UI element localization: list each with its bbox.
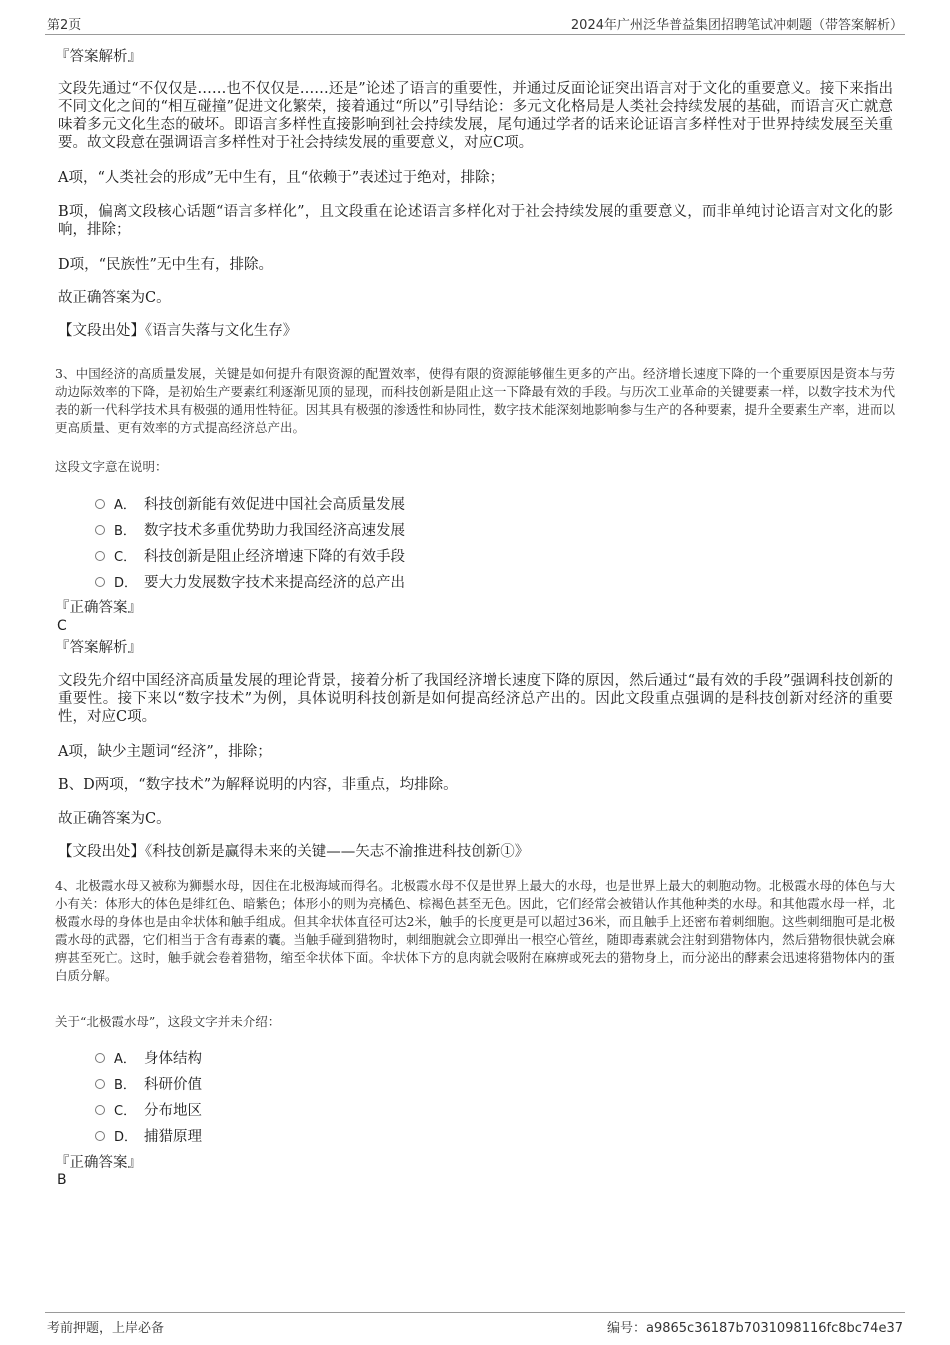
- q3-question-text: 3、中国经济的高质量发展，关键是如何提升有限资源的配置效率，使得有限的资源能够催生更多的产出。经济增长速度下降的一个重要原因是资本与劳动边际效率的下降，是初始生产要素红利逐渐见顶的显现，而科技创新是阻止这一下降最有效的手段。与历次工业革命的关键要素一样，以数字技术为代表的新一代科学技术具有极强的通用性特征。因其具有极强的渗透性和协同性，数字技术能深刻地影响参与生产的各种要素，提升全要素生产率，进而以更高质量、更有效率的方式提高经济总产出。: [55, 366, 895, 435]
- q4-answer-label: 『正确答案』: [55, 1155, 142, 1171]
- q3-analysis-label: 『答案解析』: [55, 640, 142, 656]
- q3-analysis-option-bd: B、D两项，“数字技术”为解释说明的内容，非重点，均排除。: [58, 777, 458, 793]
- q3-answer: C: [57, 618, 67, 634]
- q3-option-b[interactable]: B． 数字技术多重优势助力我国经济高速发展: [95, 519, 405, 539]
- document-title: 2024年广州泛华普益集团招聘笔试冲刺题（带答案解析）: [570, 18, 903, 33]
- q2-analysis-paragraph: 文段先通过“不仅仅是……也不仅仅是……还是”论述了语言的重要性，并通过反面论证突出语言对于文化的重要意义。接下来指出不同文化之间的“相互碰撞”促进文化繁荣，接着通过“所以”引导结论：多元文化格局是人类社会持续发展的基础，而语言灭亡就意味着多元文化生态的破坏。即语言多样性直接影响到社会持续发展，尾句通过学者的话来论证语言多样性对于世界持续发展至关重要。故文段意在强调语言多样性对于社会持续发展的重要意义，对应C项。: [58, 81, 893, 151]
- radio-icon[interactable]: [95, 1079, 105, 1089]
- q2-source: 【文段出处】《语言失落与文化生存》: [58, 323, 298, 339]
- radio-icon[interactable]: [95, 499, 105, 509]
- radio-icon[interactable]: [95, 551, 105, 561]
- q3-answer-label: 『正确答案』: [55, 600, 142, 616]
- q3-source: 【文段出处】《科技创新是赢得未来的关键——矢志不渝推进科技创新①》: [58, 844, 530, 860]
- page-number: 第2页: [47, 18, 82, 33]
- radio-icon[interactable]: [95, 577, 105, 587]
- q4-option-c[interactable]: C． 分布地区: [95, 1099, 202, 1119]
- q3-option-d[interactable]: D． 要大力发展数字技术来提高经济的总产出: [95, 571, 405, 591]
- q4-question-text: 4、北极霞水母又被称为狮鬃水母，因住在北极海域而得名。北极霞水母不仅是世界上最大的水母，也是世界上最大的刺胞动物。北极霞水母的体色与大小有关：体形大的体色是绯红色、暗紫色；体形小的则为亮橘色、棕褐色甚至无色。因此，它们经常会被错认作其他种类的水母。和其他霞水母一样，北极霞水母的身体也是由伞状体和触手组成。但其伞状体直径可达2米，触手的长度更是可以超过36米，而且触手上还密布着刺细胞。这些刺细胞可是北极霞水母的武器，它们相当于含有毒素的囊。当触手碰到猎物时，刺细胞就会立即弹出一根空心管丝，随即毒素就会注射到猎物体内，然后猎物很快就会麻痹甚至死亡。这时，触手就会卷着猎物，缩至伞状体下面。伞状体下方的息肉就会吸附在麻痹或死去的猎物身上，而分泌出的酵素会迅速将猎物体内的蛋白质分解。: [55, 878, 895, 983]
- q3-option-a[interactable]: A． 科技创新能有效促进中国社会高质量发展: [95, 493, 405, 513]
- radio-icon[interactable]: [95, 1131, 105, 1141]
- page-footer: [45, 1312, 905, 1335]
- q2-final-answer: 故正确答案为C。: [58, 290, 171, 306]
- radio-icon[interactable]: [95, 1105, 105, 1115]
- q4-option-b[interactable]: B． 科研价值: [95, 1073, 202, 1093]
- radio-icon[interactable]: [95, 1053, 105, 1063]
- q3-final-answer: 故正确答案为C。: [58, 811, 171, 827]
- footer-serial: 编号：a9865c36187b7031098116fc8bc74e37: [607, 1321, 903, 1336]
- q3-analysis-paragraph: 文段先介绍中国经济高质量发展的理论背景，接着分析了我国经济增长速度下降的原因，然后通过“最有效的手段”强调科技创新的重要性。接下来以“数字技术”为例，具体说明科技创新是如何提高经济总产出的。因此文段重点强调的是科技创新对经济的重要性，对应C项。: [58, 673, 893, 725]
- q2-analysis-option-d: D项，“民族性”无中生有，排除。: [58, 257, 273, 273]
- q2-analysis-option-a: A项，“人类社会的形成”无中生有，且“依赖于”表述过于绝对，排除；: [58, 170, 505, 186]
- q4-option-a[interactable]: A． 身体结构: [95, 1047, 202, 1067]
- q4-answer: B: [57, 1172, 67, 1188]
- footer-slogan: 考前押题，上岸必备: [47, 1321, 165, 1336]
- q3-prompt: 这段文字意在说明：: [55, 459, 168, 474]
- q3-option-c[interactable]: C． 科技创新是阻止经济增速下降的有效手段: [95, 545, 405, 565]
- q2-analysis-label: 『答案解析』: [55, 49, 142, 65]
- q4-option-d[interactable]: D． 捕猎原理: [95, 1125, 202, 1145]
- page-header: [45, 14, 905, 35]
- radio-icon[interactable]: [95, 525, 105, 535]
- q4-prompt: 关于“北极霞水母”，这段文字并未介绍：: [55, 1014, 281, 1029]
- q3-analysis-option-a: A项，缺少主题词“经济”，排除；: [58, 744, 272, 760]
- q2-analysis-option-b: B项，偏离文段核心话题“语言多样化”，且文段重在论述语言多样化对于社会持续发展的重要意义，而非单纯讨论语言对文化的影响，排除；: [58, 204, 893, 238]
